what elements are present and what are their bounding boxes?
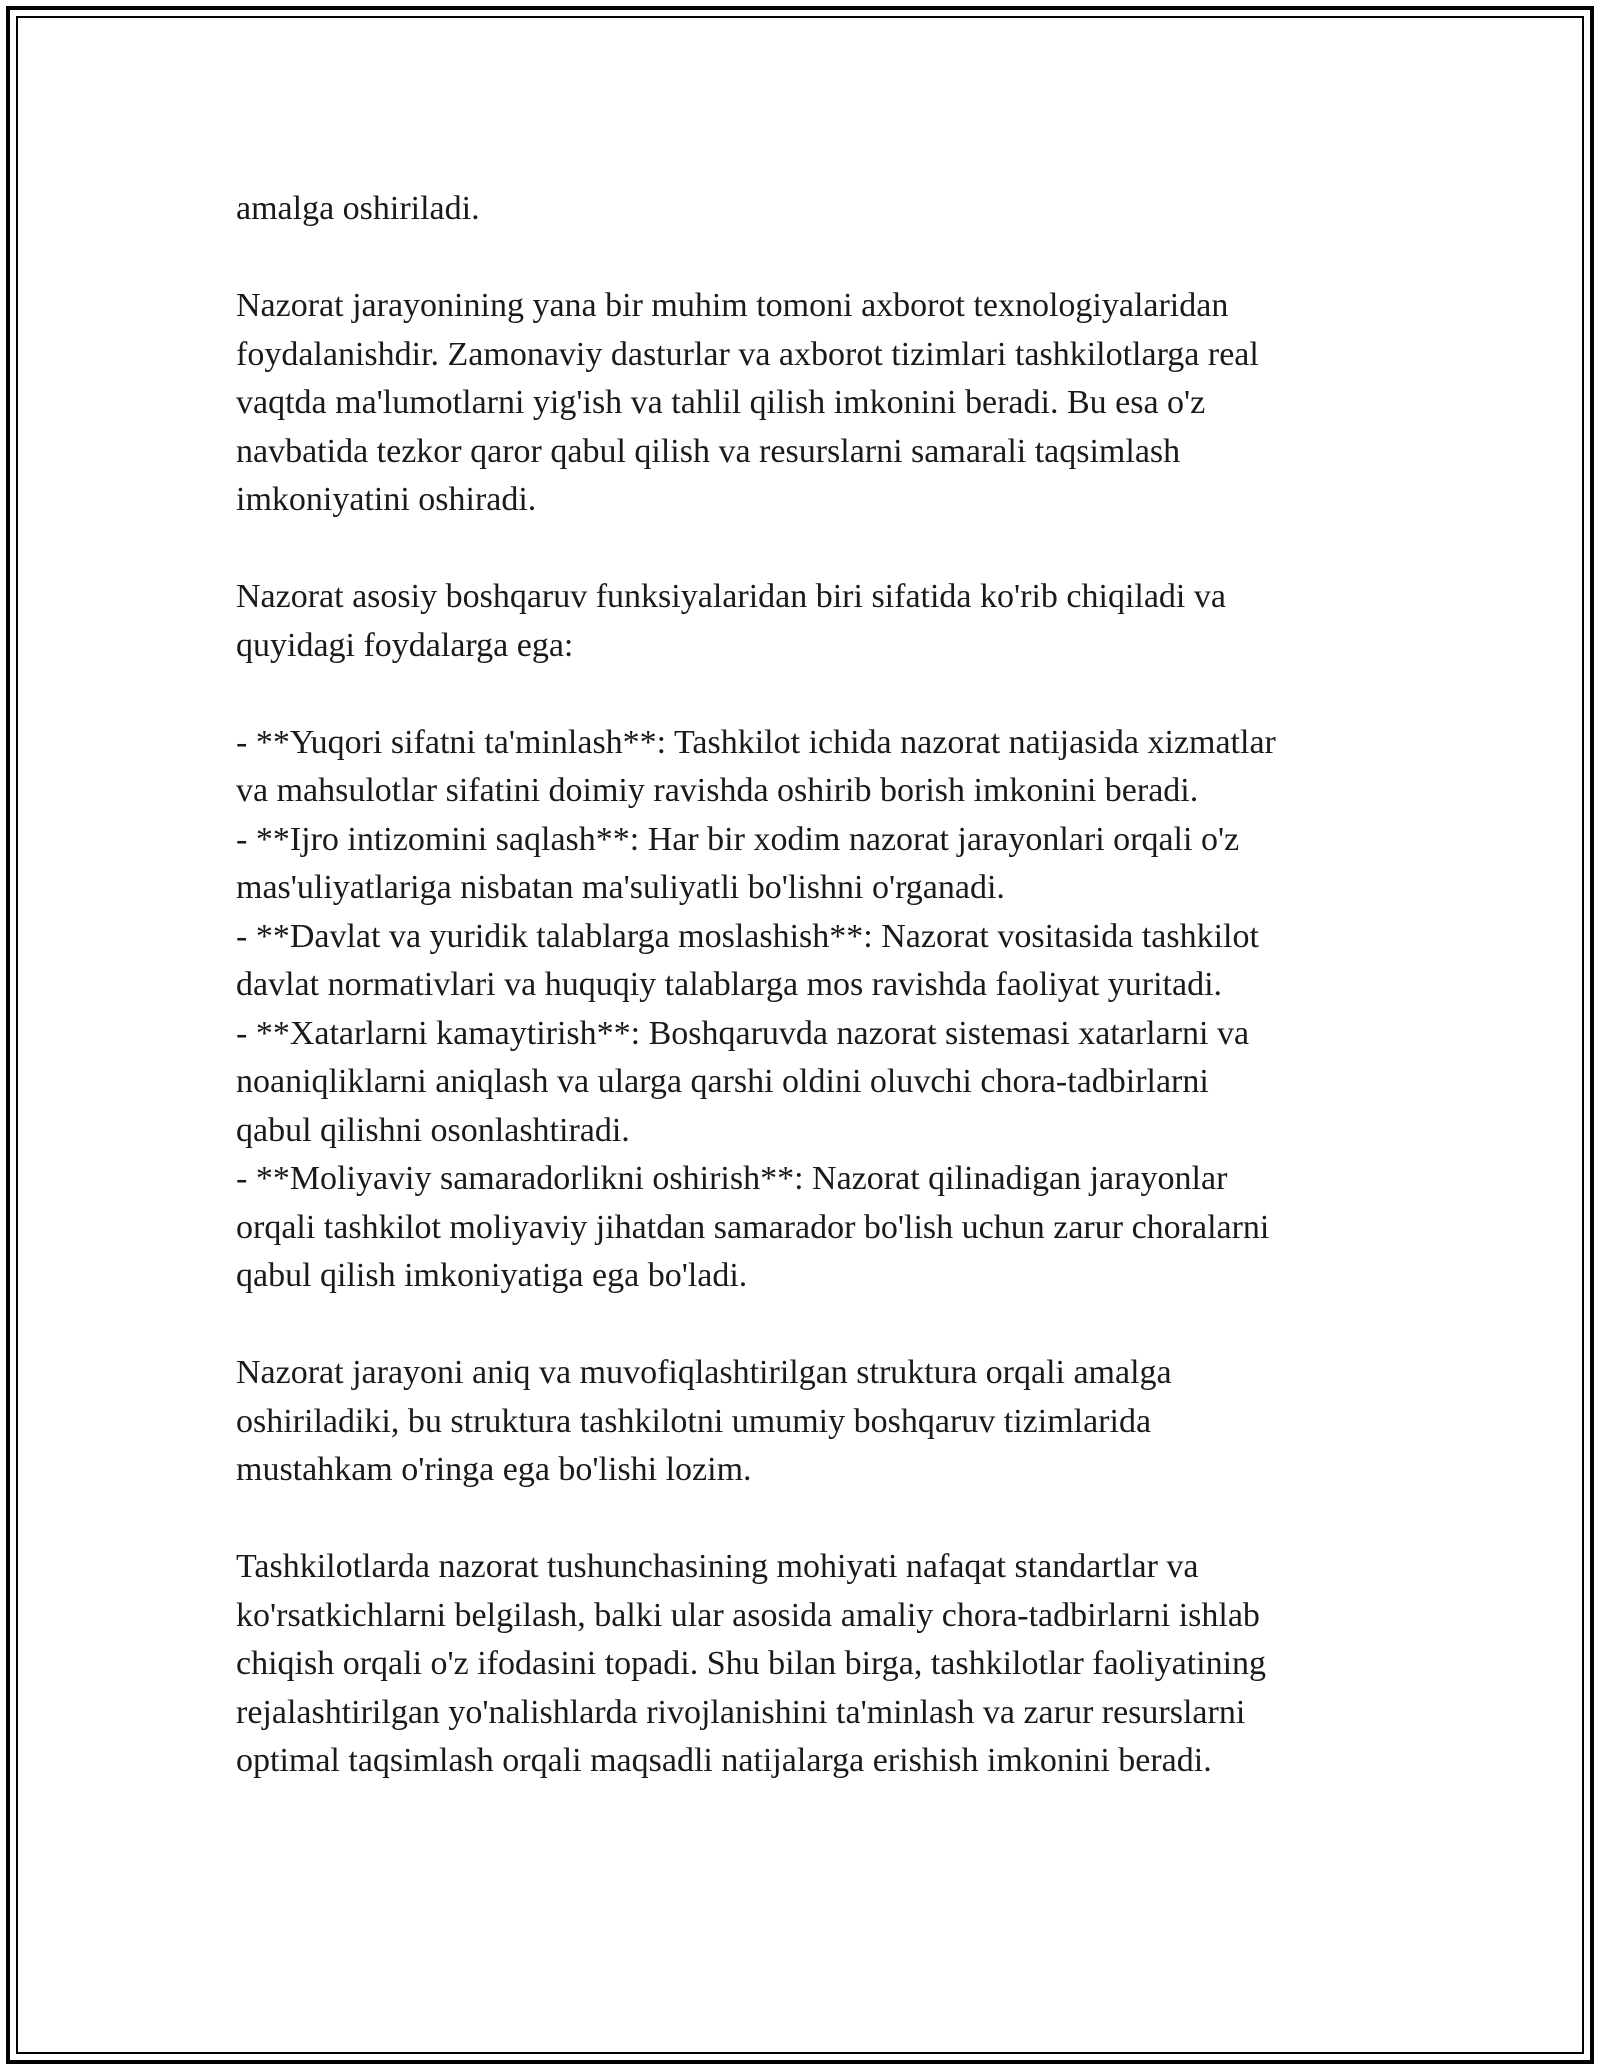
text-line: Nazorat jarayoni aniq va muvofiqlashtirilgan struktura orqali amalga [236, 1354, 1172, 1391]
text-line: imkoniyatini oshiradi. [236, 481, 537, 518]
text-line: oshiriladiki, bu struktura tashkilotni umumiy boshqaruv tizimlarida [236, 1402, 1152, 1440]
list-item-line: davlat normativlari va huquqiy talablarga mos ravishda faoliyat yuritadi. [236, 966, 1223, 1003]
text-line: foydalanishdir. Zamonaviy dasturlar va axborot tizimlari tashkilotlarga real [236, 335, 1259, 373]
text-line: Nazorat jarayonining yana bir muhim tomoni axborot texnologiyalaridan [236, 287, 1229, 324]
text-line: navbatida tezkor qaror qabul qilish va resurslarni samarali taqsimlash [236, 432, 1181, 470]
paragraph-continuation [236, 185, 1386, 234]
list-item-line: noaniqliklarni aniqlash va ularga qarshi oldini oluvchi chora-tadbirlarni [236, 1063, 1209, 1100]
text-line: Tashkilotlarda nazorat tushunchasining mohiyati nafaqat standartlar va [236, 1548, 1199, 1585]
paragraph-control-benefits-intro [236, 573, 1386, 670]
list-item-line: - **Davlat va yuridik talablarga moslashish**: Nazorat vositasida tashkilot [236, 917, 1259, 955]
paragraph-information-technology [236, 282, 1386, 525]
list-item-line: va mahsulotlar sifatini doimiy ravishda oshirib borish imkonini beradi. [236, 772, 1199, 809]
text-line: Nazorat asosiy boshqaruv funksiyalaridan biri sifatida ko'rib chiqiladi va [236, 578, 1226, 615]
list-item-line: qabul qilishni osonlashtiradi. [236, 1111, 630, 1149]
text-line: amalga oshiriladi. [236, 190, 480, 227]
text-line: vaqtda ma'lumotlarni yig'ish va tahlil qilish imkonini beradi. Bu esa o'z [236, 384, 1206, 421]
list-item-line: - **Moliyaviy samaradorlikni oshirish**: Nazorat qilinadigan jarayonlar [236, 1160, 1228, 1197]
text-line: ko'rsatkichlarni belgilash, balki ular asosida amaliy chora-tadbirlarni ishlab [236, 1596, 1260, 1634]
list-item-line: mas'uliyatlariga nisbatan ma'suliyatli bo'lishni o'rganadi. [236, 869, 1005, 906]
list-item-line: qabul qilish imkoniyatiga ega bo'ladi. [236, 1257, 748, 1294]
paragraph-control-essence [236, 1543, 1386, 1786]
paragraph-control-structure [236, 1349, 1386, 1495]
benefits-list [236, 719, 1386, 1301]
text-line: chiqish orqali o'z ifodasini topadi. Shu bilan birga, tashkilotlar faoliyatining [236, 1645, 1267, 1682]
list-item-line: - **Yuqori sifatni ta'minlash**: Tashkilot ichida nazorat natijasida xizmatlar [236, 723, 1276, 761]
text-line: optimal taqsimlash orqali maqsadli natijalarga erishish imkonini beradi. [236, 1742, 1212, 1779]
text-line: quyidagi foydalarga ega: [236, 626, 574, 664]
list-item-line: - **Ijro intizomini saqlash**: Har bir xodim nazorat jarayonlari orqali o'z [236, 820, 1240, 858]
document-body [236, 185, 1386, 1786]
text-line: rejalashtirilgan yo'nalishlarda rivojlanishini ta'minlash va zarur resurslarni [236, 1693, 1246, 1731]
list-item-line: orqali tashkilot moliyaviy jihatdan samarador bo'lish uchun zarur choralarni [236, 1208, 1270, 1246]
text-line: mustahkam o'ringa ega bo'lishi lozim. [236, 1451, 752, 1488]
list-item-line: - **Xatarlarni kamaytirish**: Boshqaruvda nazorat sistemasi xatarlarni va [236, 1014, 1250, 1052]
